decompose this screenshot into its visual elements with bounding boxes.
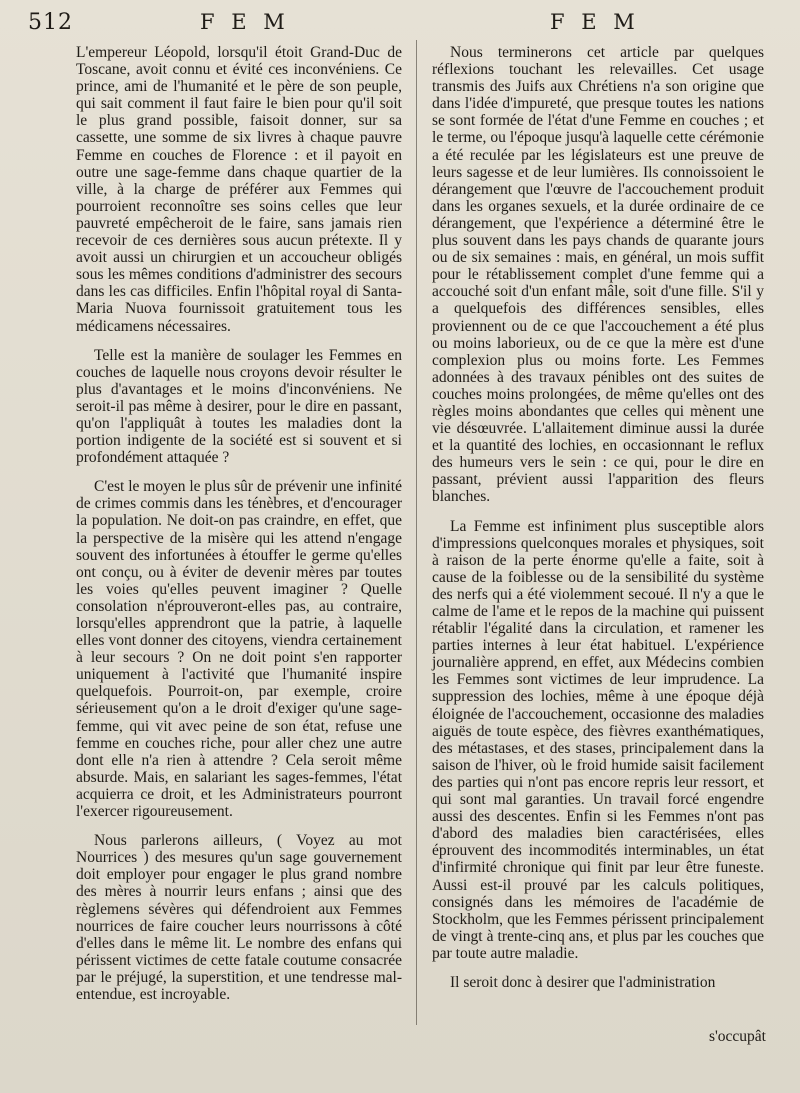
paragraph: Telle est la manière de soulager les Femmes en couches de laquelle nous croyons devoir résulter le plus d'avantages et le moins d'inconvéniens. Ne seroit-il pas même à desirer, pour le dire en passant, qu'on l'appliquât à toutes les maladies dont la portion indigente de la société est si souvent et si profondément attaquée ? [76,346,402,467]
paragraph: La Femme est infiniment plus susceptible alors d'impressions quelconques morales et physiques, soit à raison de la perte énorme qu'elle a faite, soit à cause de la foiblesse ou de la sensibilité du système des nerfs qui a été violemment secoué. Il n'y a que le calme de l'ame et le repos de la machine qui puissent rétablir l'égalité dans la circulation, et ramener les parties internes à leur état habituel. L'expérience journalière apprend, en effet, aux Médecins combien les Femmes sont victimes de leur imprudence. La suppression des lochies, même à une époque déjà éloignée de l'accouchement, occasionne des maladies aiguës de toute espèce, des fièvres exanthématiques, des métastases, et des stases, principalement dans la saison de l'hiver, où le froid humide saisit facilement des parties qui n'ont pas encore repris leur ressort, et qui sont mal garanties. Un travail forcé engendre aussi des descentes. Enfin si les Femmes n'ont pas d'abord des maladies bien caractérisées, elles éprouvent des incommodités interminables, un état d'infirmité chronique qui finit par leur être funeste. Aussi est-il prouvé par les calculs politiques, consignés dans les mémoires de l'académie de Stockholm, que les Femmes périssent principalement de vingt à trente-cinq ans, et plus par les couches que par toute autre maladie. [432,517,764,962]
paragraph: Il seroit donc à desirer que l'administration [450,973,716,991]
running-head-right: F E M [550,10,640,34]
paragraph: Nous parlerons ailleurs, ( Voyez au mot Nourrices ) des mesures qu'un sage gouvernement doit employer pour engager le plus grand nombre des mères à nourrir leurs enfans ; ainsi que des règlemens sévères qui défendroient aux Femmes nourrices de faire coucher leurs nourrissons à côté d'elles dans le même lit. Le nombre des enfans qui périssent victimes de cette fatale coutume consacrée par le préjugé, la superstition, et une tendresse mal-entendue, est incroyable. [76,832,402,1003]
column-divider [416,40,417,1025]
page-header [0,10,800,38]
page-number: 512 [28,10,73,35]
paragraph: C'est le moyen le plus sûr de prévenir une infinité de crimes commis dans les ténèbres, et d'encourager la population. Ne doit-on pas craindre, en effet, que la perspective de la misère qui les attend n'engage souvent des infortunées à étouffer le germe qu'elles ont conçu, ou à éviter de devenir mères par toutes les voies qu'elles peuvent imaginer ? Quelle consolation n'éprouveront-elles pas, au contraire, lorsqu'elles apprendront que la patrie, à laquelle elles vont donner des citoyens, viendra certainement à leur secours ? On ne doit point s'en rapporter uniquement à l'activité que l'humanité inspire quelquefois. Pourroit-on, par exemple, croire sérieusement qu'on a le droit d'exiger qu'une sage-femme, qui vit avec peine de son état, refuse une femme en couches riche, pour aller chez une autre dont elle n'a rien à attendre ? Cela seroit même absurde. Mais, en salariant les sages-femmes, l'état acquierra ce droit, et les Administrateurs pourront l'exercer rigoureusement. [76,478,402,821]
left-column [76,44,402,1003]
running-head-left: F E M [200,10,290,34]
paragraph: Nous terminerons cet article par quelques réflexions touchant les relevailles. Cet usage transmis des Juifs aux Chrétiens n'a son origine que dans l'idée d'impureté, que presque toutes les nations se sont formée de l'état d'une Femme en couches ; et le terme, ou l'époque jusqu'à laquelle cette cérémonie a été reculée par les législateurs est une preuve de leurs sagesse et de leur lumières. Ils connoissoient le dérangement que l'œuvre de l'accouchement produit dans les organes sexuels, et la durée ordinaire de ce dérangement, que l'expérience a déterminé être le plus souvent dans les pays chands de quarante jours ou de six semaines : mais, en général, un mois suffit pour le rétablissement complet d'une femme qui a accouché soit d'un enfant mâle, soit d'une fille. S'il y a quelquefois des différences sensibles, elles proviennent ou de ce que l'accouchement a été plus ou moins laborieux, ou de ce que la mère est d'une complexion plus ou moins forte. Les Femmes adonnées à des travaux pénibles ont des suites de couches moins prolongées, de même qu'elles ont des règles moins abondantes que celles qui mènent une vie désœuvrée. L'allaitement diminue aussi la durée et la quantité des lochies, en occasionnant le reflux des humeurs vers le sein : ce qui, pour le dire en passant, prévient aussi l'apparition des fleurs blanches. [432,44,764,506]
catchword: s'occupât [708,1028,766,1045]
paragraph: L'empereur Léopold, lorsqu'il étoit Grand-Duc de Toscane, avoit connu et évité ces inconvéniens. Ce prince, ami de l'humanité et le père de son peuple, qui sait comment il faut faire le bien pour qu'il soit le plus grand possible, faisoit donner, sur sa cassette, une somme de six livres à chaque pauvre Femme en couches de Florence : et il payoit en outre une sage-femme dans chaque quartier de la ville, à la charge de préférer aux Femmes qui pourroient reconnoître ses soins celles que leur pauvreté empêcheroit de le faire, sans jamais rien recevoir de ces dernières sous aucun prétexte. Il y avoit aussi un chirurgien et un accoucheur obligés sous les mêmes conditions d'administrer des secours dans les cas difficiles. Enfin l'hôpital royal di Santa-Maria Nuova fournissoit gratuitement tous les médicamens nécessaires. [76,44,402,335]
right-column [432,44,764,991]
